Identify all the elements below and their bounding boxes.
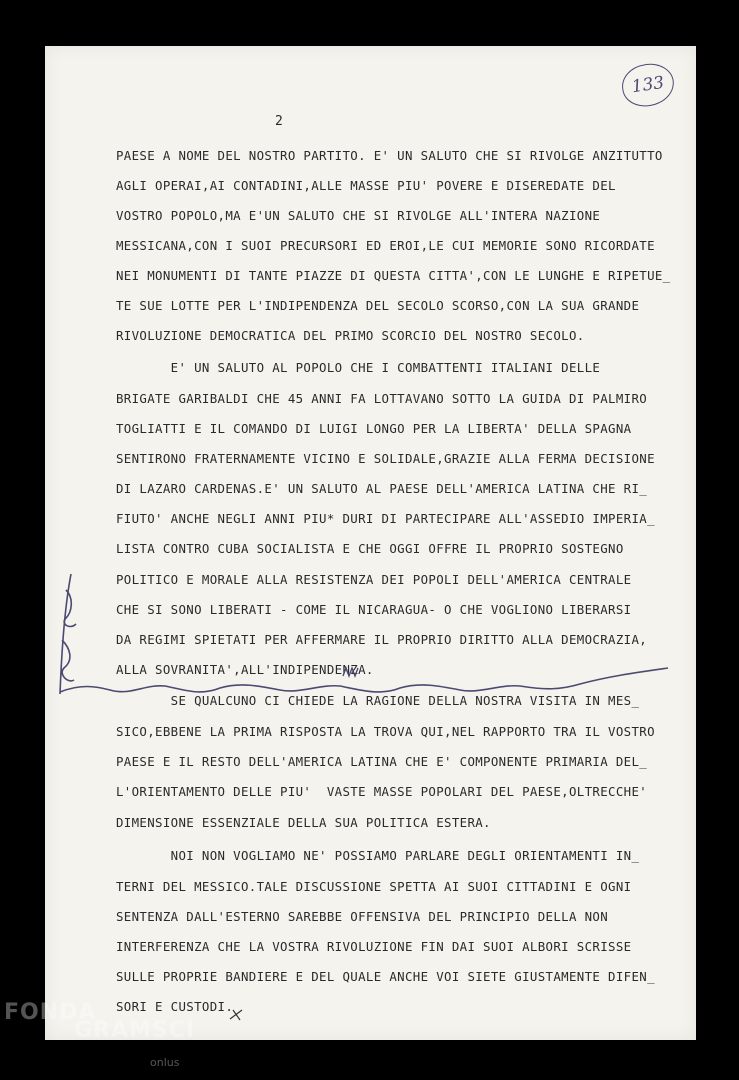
text-line: LISTA CONTRO CUBA SOCIALISTA E CHE OGGI OFFRE IL PROPRIO SOSTEGNO: [116, 541, 624, 556]
watermark-line-2: GRAMSCI: [74, 1018, 196, 1043]
text-line: RIVOLUZIONE DEMOCRATICA DEL PRIMO SCORCIO DEL NOSTRO SECOLO.: [116, 328, 585, 343]
text-line: E' UN SALUTO AL POPOLO CHE I COMBATTENTI ITALIANI DELLE: [116, 360, 601, 375]
text-line: SENTIRONO FRATERNAMENTE VICINO E SOLIDALE,GRAZIE ALLA FERMA DECISIONE: [116, 451, 655, 466]
text-line: BRIGATE GARIBALDI CHE 45 ANNI FA LOTTAVANO SOTTO LA GUIDA DI PALMIRO: [116, 391, 648, 406]
text-line: CHE SI SONO LIBERATI - COME IL NICARAGUA- O CHE VOGLIONO LIBERARSI: [116, 602, 632, 617]
text-line: VOSTRO POPOLO,MA E'UN SALUTO CHE SI RIVOLGE ALL'INTERA NAZIONE: [116, 208, 601, 223]
text-line: POLITICO E MORALE ALLA RESISTENZA DEI POPOLI DELL'AMERICA CENTRALE: [116, 572, 632, 587]
text-line: SULLE PROPRIE BANDIERE E DEL QUALE ANCHE VOI SIETE GIUSTAMENTE DIFEN_: [116, 969, 655, 984]
text-line: TERNI DEL MESSICO.TALE DISCUSSIONE SPETTA AI SUOI CITTADINI E OGNI: [116, 879, 632, 894]
text-line: PAESE E IL RESTO DELL'AMERICA LATINA CHE E' COMPONENTE PRIMARIA DEL_: [116, 754, 648, 769]
page-number: 2: [275, 114, 283, 129]
text-line: SICO,EBBENE LA PRIMA RISPOSTA LA TROVA QUI,NEL RAPPORTO TRA IL VOSTRO: [116, 724, 655, 739]
text-line: ALLA SOVRANITA',ALL'INDIPENDENZA.: [116, 662, 374, 677]
text-line: SORI E CUSTODI.: [116, 999, 234, 1014]
text-line: SENTENZA DALL'ESTERNO SAREBBE OFFENSIVA DEL PRINCIPIO DELLA NON: [116, 909, 609, 924]
text-line: TE SUE LOTTE PER L'INDIPENDENZA DEL SECOLO SCORSO,CON LA SUA GRANDE: [116, 298, 640, 313]
text-line: PAESE A NOME DEL NOSTRO PARTITO. E' UN SALUTO CHE SI RIVOLGE ANZITUTTO: [116, 148, 663, 163]
text-line: MESSICANA,CON I SUOI PRECURSORI ED EROI,LE CUI MEMORIE SONO RICORDATE: [116, 238, 655, 253]
archive-page-number-circled: 133: [619, 61, 676, 110]
watermark-line-3: onlus: [150, 1056, 180, 1069]
text-line: DI LAZARO CARDENAS.E' UN SALUTO AL PAESE DELL'AMERICA LATINA CHE RI_: [116, 481, 648, 496]
text-line: NOI NON VOGLIAMO NE' POSSIAMO PARLARE DEGLI ORIENTAMENTI IN_: [116, 848, 640, 863]
text-line: NEI MONUMENTI DI TANTE PIAZZE DI QUESTA CITTA',CON LE LUNGHE E RIPETUE_: [116, 268, 671, 283]
text-line: L'ORIENTAMENTO DELLE PIU' VASTE MASSE POPOLARI DEL PAESE,OLTRECCHE': [116, 784, 648, 799]
text-line: INTERFERENZA CHE LA VOSTRA RIVOLUZIONE FIN DAI SUOI ALBORI SCRISSE: [116, 939, 632, 954]
text-line: FIUTO' ANCHE NEGLI ANNI PIU* DURI DI PARTECIPARE ALL'ASSEDIO IMPERIA_: [116, 511, 655, 526]
text-line: AGLI OPERAI,AI CONTADINI,ALLE MASSE PIU' POVERE E DISEREDATE DEL: [116, 178, 616, 193]
text-line: DA REGIMI SPIETATI PER AFFERMARE IL PROPRIO DIRITTO ALLA DEMOCRAZIA,: [116, 632, 648, 647]
text-line: SE QUALCUNO CI CHIEDE LA RAGIONE DELLA NOSTRA VISITA IN MES_: [116, 693, 640, 708]
fondazione-gramsci-watermark: [4, 996, 204, 1076]
watermark-line-1: FONDA: [4, 1000, 97, 1025]
text-line: DIMENSIONE ESSENZIALE DELLA SUA POLITICA ESTERA.: [116, 815, 491, 830]
text-line: TOGLIATTI E IL COMANDO DI LUIGI LONGO PER LA LIBERTA' DELLA SPAGNA: [116, 421, 632, 436]
